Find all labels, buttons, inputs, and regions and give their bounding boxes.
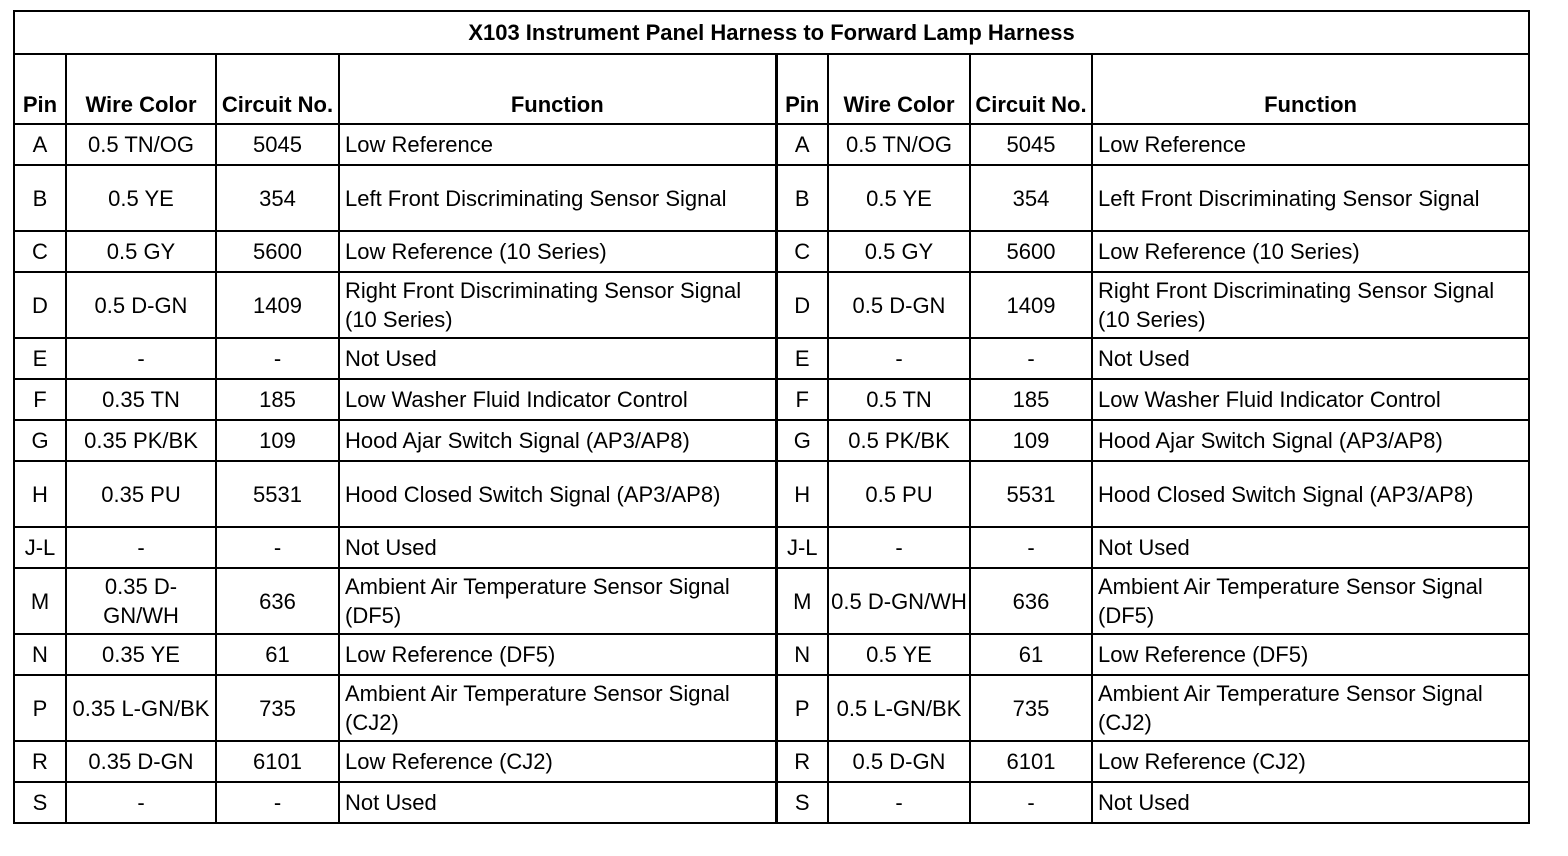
pin-cell: C xyxy=(14,231,66,272)
wire-color-cell: 0.5 PU xyxy=(828,461,970,527)
function-cell: Ambient Air Temperature Sensor Signal (CJ2) xyxy=(1092,675,1529,741)
circuit-cell: - xyxy=(216,338,339,379)
connector-table-container xyxy=(13,10,1528,824)
wire-color-cell: 0.5 YE xyxy=(828,634,970,675)
circuit-cell: 109 xyxy=(216,420,339,461)
table-row-b xyxy=(14,165,1529,231)
circuit-cell: 5045 xyxy=(216,124,339,165)
wire-color-cell: 0.35 PK/BK xyxy=(66,420,216,461)
pin-cell: J-L xyxy=(776,527,828,568)
pin-cell: G xyxy=(14,420,66,461)
header-pin-left: Pin xyxy=(14,54,66,124)
pin-cell: E xyxy=(776,338,828,379)
function-cell: Not Used xyxy=(339,527,776,568)
table-row-e xyxy=(14,338,1529,379)
wire-color-cell: 0.35 TN xyxy=(66,379,216,420)
pin-cell: R xyxy=(776,741,828,782)
function-cell: Not Used xyxy=(1092,527,1529,568)
wire-color-cell: - xyxy=(828,782,970,823)
pin-cell: B xyxy=(14,165,66,231)
column-header-row xyxy=(14,54,1529,124)
function-cell: Low Reference (DF5) xyxy=(1092,634,1529,675)
wire-color-cell: 0.5 D-GN xyxy=(828,272,970,338)
circuit-cell: 735 xyxy=(970,675,1092,741)
circuit-cell: - xyxy=(970,782,1092,823)
pin-cell: B xyxy=(776,165,828,231)
wire-color-cell: - xyxy=(828,338,970,379)
function-cell: Ambient Air Temperature Sensor Signal (DF5) xyxy=(339,568,776,634)
function-cell: Not Used xyxy=(1092,338,1529,379)
function-cell: Ambient Air Temperature Sensor Signal (DF5) xyxy=(1092,568,1529,634)
pin-cell: S xyxy=(776,782,828,823)
circuit-cell: - xyxy=(216,782,339,823)
pin-cell: F xyxy=(776,379,828,420)
function-cell: Low Reference xyxy=(1092,124,1529,165)
circuit-cell: - xyxy=(216,527,339,568)
table-row-f xyxy=(14,379,1529,420)
pin-cell: D xyxy=(776,272,828,338)
table-row-h xyxy=(14,461,1529,527)
circuit-cell: 636 xyxy=(216,568,339,634)
pin-cell: A xyxy=(14,124,66,165)
wire-color-cell: 0.5 GY xyxy=(66,231,216,272)
function-cell: Right Front Discriminating Sensor Signal (10 Series) xyxy=(1092,272,1529,338)
circuit-cell: 6101 xyxy=(970,741,1092,782)
wire-color-cell: 0.5 YE xyxy=(828,165,970,231)
pin-cell: M xyxy=(14,568,66,634)
pin-cell: M xyxy=(776,568,828,634)
function-cell: Not Used xyxy=(339,338,776,379)
circuit-cell: 1409 xyxy=(216,272,339,338)
function-cell: Low Washer Fluid Indicator Control xyxy=(339,379,776,420)
pin-cell: P xyxy=(14,675,66,741)
header-circuit-right: Circuit No. xyxy=(970,54,1092,124)
circuit-cell: 6101 xyxy=(216,741,339,782)
circuit-cell: 61 xyxy=(216,634,339,675)
pin-cell: F xyxy=(14,379,66,420)
wire-color-cell: 0.5 D-GN xyxy=(66,272,216,338)
wire-color-cell: 0.5 D-GN xyxy=(828,741,970,782)
wire-color-cell: 0.5 GY xyxy=(828,231,970,272)
function-cell: Low Reference (CJ2) xyxy=(339,741,776,782)
pin-cell: D xyxy=(14,272,66,338)
table-row-r xyxy=(14,741,1529,782)
wire-color-cell: 0.35 L-GN/BK xyxy=(66,675,216,741)
wire-color-cell: 0.35 D-GN xyxy=(66,741,216,782)
function-cell: Left Front Discriminating Sensor Signal xyxy=(1092,165,1529,231)
table-row-d xyxy=(14,272,1529,338)
pin-cell: J-L xyxy=(14,527,66,568)
function-cell: Not Used xyxy=(339,782,776,823)
table-title: X103 Instrument Panel Harness to Forward Lamp Harness xyxy=(14,11,1529,54)
circuit-cell: 354 xyxy=(970,165,1092,231)
function-cell: Low Reference (10 Series) xyxy=(1092,231,1529,272)
circuit-cell: 185 xyxy=(970,379,1092,420)
wire-color-cell: 0.5 TN xyxy=(828,379,970,420)
circuit-cell: 735 xyxy=(216,675,339,741)
function-cell: Low Reference (CJ2) xyxy=(1092,741,1529,782)
table-row-j-l xyxy=(14,527,1529,568)
header-pin-right: Pin xyxy=(776,54,828,124)
circuit-cell: - xyxy=(970,338,1092,379)
table-row-g xyxy=(14,420,1529,461)
function-cell: Low Reference (DF5) xyxy=(339,634,776,675)
function-cell: Hood Ajar Switch Signal (AP3/AP8) xyxy=(1092,420,1529,461)
wire-color-cell: 0.5 L-GN/BK xyxy=(828,675,970,741)
circuit-cell: 5531 xyxy=(216,461,339,527)
pin-cell: N xyxy=(14,634,66,675)
table-row-c xyxy=(14,231,1529,272)
pin-cell: E xyxy=(14,338,66,379)
circuit-cell: 1409 xyxy=(970,272,1092,338)
header-circuit-left: Circuit No. xyxy=(216,54,339,124)
wire-color-cell: 0.5 TN/OG xyxy=(66,124,216,165)
table-row-p xyxy=(14,675,1529,741)
circuit-cell: 636 xyxy=(970,568,1092,634)
wire-color-cell: 0.35 YE xyxy=(66,634,216,675)
pin-cell: A xyxy=(776,124,828,165)
header-function-right: Function xyxy=(1092,54,1529,124)
circuit-cell: 185 xyxy=(216,379,339,420)
wire-color-cell: - xyxy=(66,338,216,379)
function-cell: Hood Closed Switch Signal (AP3/AP8) xyxy=(1092,461,1529,527)
wire-color-cell: 0.5 D-GN/WH xyxy=(828,568,970,634)
pin-cell: R xyxy=(14,741,66,782)
header-wire-color-right: Wire Color xyxy=(828,54,970,124)
function-cell: Hood Closed Switch Signal (AP3/AP8) xyxy=(339,461,776,527)
wire-color-cell: 0.35 D-GN/WH xyxy=(66,568,216,634)
function-cell: Low Washer Fluid Indicator Control xyxy=(1092,379,1529,420)
wire-color-cell: 0.35 PU xyxy=(66,461,216,527)
wire-color-cell: - xyxy=(66,527,216,568)
pin-cell: H xyxy=(14,461,66,527)
pin-cell: C xyxy=(776,231,828,272)
circuit-cell: 5600 xyxy=(216,231,339,272)
wire-color-cell: 0.5 TN/OG xyxy=(828,124,970,165)
wire-color-cell: 0.5 YE xyxy=(66,165,216,231)
circuit-cell: 5045 xyxy=(970,124,1092,165)
table-row-m xyxy=(14,568,1529,634)
circuit-cell: 354 xyxy=(216,165,339,231)
connector-pinout-table xyxy=(13,10,1530,824)
function-cell: Right Front Discriminating Sensor Signal (10 Series) xyxy=(339,272,776,338)
circuit-cell: 109 xyxy=(970,420,1092,461)
table-row-n xyxy=(14,634,1529,675)
wire-color-cell: - xyxy=(66,782,216,823)
pin-cell: H xyxy=(776,461,828,527)
wire-color-cell: 0.5 PK/BK xyxy=(828,420,970,461)
pin-cell: G xyxy=(776,420,828,461)
table-row-a xyxy=(14,124,1529,165)
pin-cell: P xyxy=(776,675,828,741)
circuit-cell: 5531 xyxy=(970,461,1092,527)
function-cell: Ambient Air Temperature Sensor Signal (CJ2) xyxy=(339,675,776,741)
circuit-cell: 61 xyxy=(970,634,1092,675)
function-cell: Hood Ajar Switch Signal (AP3/AP8) xyxy=(339,420,776,461)
circuit-cell: 5600 xyxy=(970,231,1092,272)
pin-cell: N xyxy=(776,634,828,675)
header-function-left: Function xyxy=(339,54,776,124)
circuit-cell: - xyxy=(970,527,1092,568)
function-cell: Left Front Discriminating Sensor Signal xyxy=(339,165,776,231)
function-cell: Low Reference (10 Series) xyxy=(339,231,776,272)
pin-cell: S xyxy=(14,782,66,823)
wire-color-cell: - xyxy=(828,527,970,568)
table-row-s xyxy=(14,782,1529,823)
function-cell: Not Used xyxy=(1092,782,1529,823)
function-cell: Low Reference xyxy=(339,124,776,165)
header-wire-color-left: Wire Color xyxy=(66,54,216,124)
